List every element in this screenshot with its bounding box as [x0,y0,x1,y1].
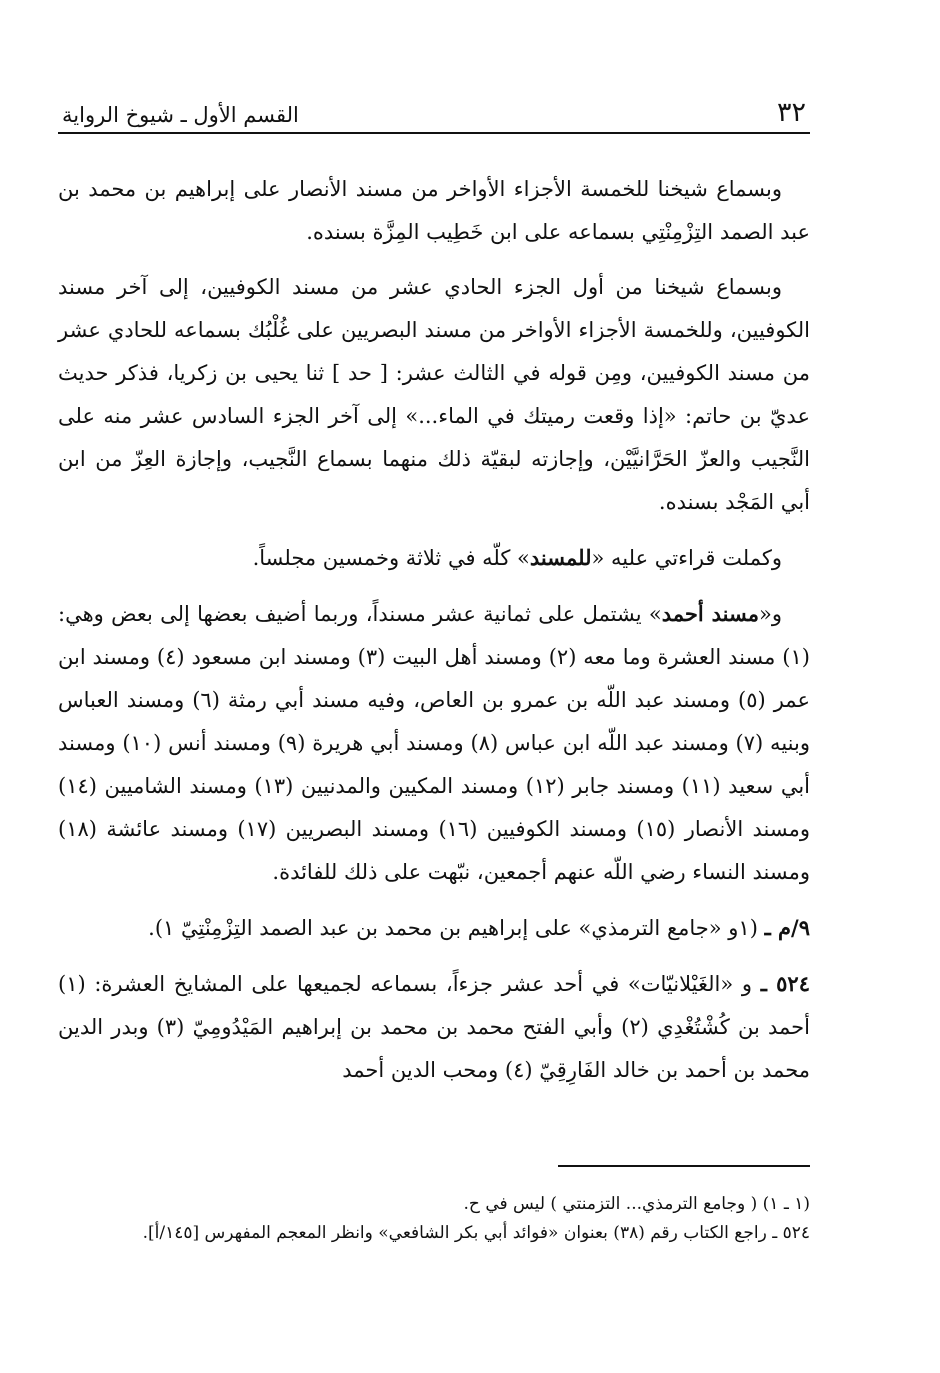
paragraph-2: وبسماع شيخنا من أول الجزء الحادي عشر من مسند الكوفيين، إلى آخر مسند الكوفيين، وللخمسة الأجزاء الأواخر من مسند البصريين على غُلْبُك بسماعه للحادي عشر من مسند الكوفيين، ومِن قوله في الثالث عشر: [ حد ] ثنا يحيى بن زكريا، فذكر حديث عديّ بن حاتم: «إذا وقعت رميتك في الماء...» إلى آخر الجزء السادس عشر منه على النَّجيب والعزّ الحَرَّانيَّيْن، وإجازته لبقيّة ذلك منهما بسماع النَّجيب، وإجازة العِزّ من ابن أبي المَجْد بسنده. [58,275,811,514]
entry-9m-text: (١و «جامع الترمذي» على إبراهيم بن محمد بن عبد الصمد التِزْمِنْتِيّ ١). [148,916,765,940]
page-number: ٣٢ [776,97,806,128]
paragraph-1: وبسماع شيخنا للخمسة الأجزاء الأواخر من مسند الأنصار على إبراهيم بن محمد بن عبد الصمد التِزْمِنْتِي بسماعه على ابن خَطِيب المِزَّة بسنده. [58,177,810,244]
footnote-1: (١ ـ ١) ( وجامع الترمذي... التزمنتي ) ليس في ح. [463,1194,810,1214]
paragraph-3-bold-term: للمسند [529,545,592,570]
entry-9m-number: ٩/م ـ [764,915,810,940]
paragraph-4-prefix: و« [758,602,782,626]
paragraph-4 [58,592,810,894]
paragraph-4-suffix: » يشتمل على ثمانية عشر مسنداً، وربما أضيف بعضها إلى بعض وهي: (١) مسند العشرة وما معه (٢) ومسند أهل البيت (٣) ومسند ابن مسعود (٤) ومسند ابن عمر (٥) ومسند عبد اللّه بن عمرو بن العاص، وفيه مسند أبي رمثة (٦) ومسند العباس وبنيه (٧) ومسند عبد اللّه ابن عباس (٨) ومسند أبي هريرة (٩) ومسند أنس (١٠) ومسند أبي سعيد (١١) ومسند جابر (١٢) ومسند المكيين والمدنيين (١٣) ومسند الشاميين (١٤) ومسند الأنصار (١٥) ومسند الكوفيين (١٦) ومسند البصريين (١٧) ومسند عائشة (١٨) ومسند النساء رضي اللّه عنهم أجمعين، نبّهت على ذلك للفائدة. [58,602,811,884]
footnote-2: ٥٢٤ ـ راجع الكتاب رقم (٣٨) بعنوان «فوائد أبي بكر الشافعي» وانظر المعجم المفهرس [١٤٥/أ]. [142,1223,810,1243]
entry-9m [58,906,810,950]
footnotes [58,1190,810,1248]
paragraph-3-prefix: وكملت قراءتي عليه « [591,546,782,570]
paragraph-3-suffix: » كلّه في ثلاثة وخمسين مجلساً. [252,546,530,570]
body-text [58,168,810,1092]
paragraph-4-bold-term: مسند أحمد [661,601,759,626]
page-header [58,86,810,134]
entry-524-number: ٥٢٤ ـ [760,971,810,996]
running-title: القسم الأول ـ شيوخ الرواية [62,103,299,127]
entry-524-text: و «الغَيْلانيّات» في أحد عشر جزءاً، بسماعه لجميعها على المشايخ العشرة: (١) أحمد بن كُشْتُغْدِي (٢) وأبي الفتح محمد بن محمد بن إبراهيم المَيْدُومِيّ (٣) وبدر الدين محمد بن أحمد بن خالد الفَارِقِيّ (٤) ومحب الدين أحمد [58,972,810,1082]
entry-524 [58,962,810,1092]
page [58,86,810,1104]
paragraph-3 [58,536,810,580]
footnote-divider [558,1165,810,1167]
